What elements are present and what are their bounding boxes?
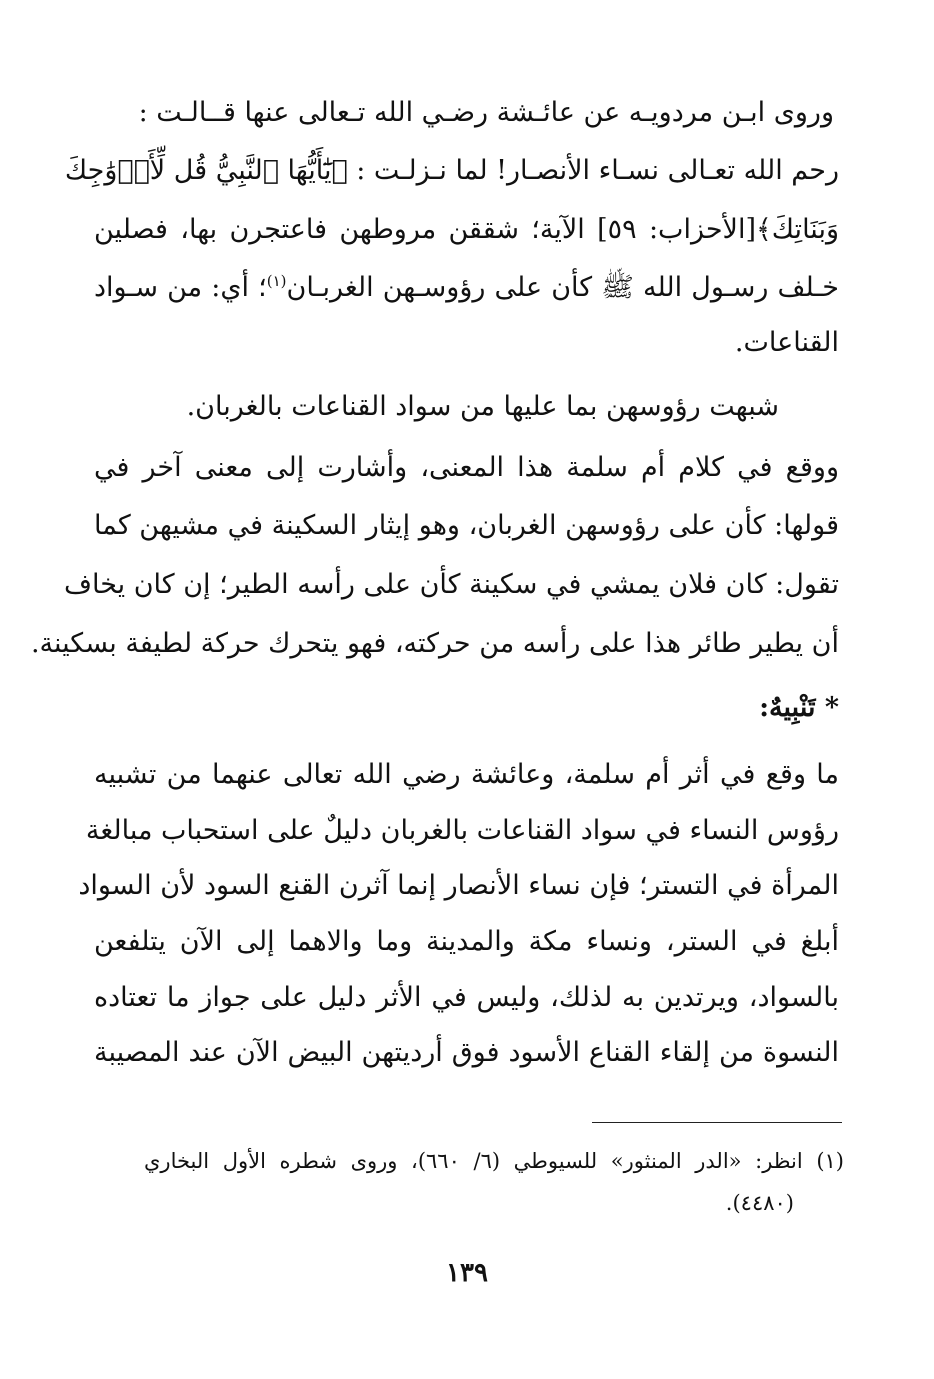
- paragraph3-line3: تقول: كان فلان يمشي في سكينة كأن على رأسه الطير؛ إن كان يخاف: [63, 569, 839, 600]
- paragraph3-line2: قولها: كأن على رؤوسهن الغربان، وهو إيثار السكينة في مشيهن كما: [94, 510, 839, 541]
- paragraph1-line4-text-a: خـلف رسـول الله ﷺ كأن على رؤوسـهن الغربـان: [286, 272, 839, 303]
- footnote-line1: (١) انظر: «الدر المنثور» للسيوطي (٦/ ٦٦٠)، وروى شطره الأول البخاري: [144, 1149, 844, 1173]
- paragraph1-line4-text-b: ؛ أي: من سـواد: [94, 272, 267, 303]
- paragraph1-line4: [94, 268, 839, 308]
- paragraph1-line2: رحم الله تعـالى نسـاء الأنصـار! لما نـزلـت : ﴿يَٰٓأَيُّهَا ٱلنَّبِيُّ قُل لِّأَزۡوَٰجِكَ: [64, 155, 839, 186]
- paragraph4-line2: رؤوس النساء في سواد القناعات بالغربان دليلٌ على استحباب مبالغة: [85, 815, 839, 846]
- paragraph1-line5: القناعات.: [734, 327, 839, 358]
- section-heading: * تَنْبِيهٌ:: [759, 692, 839, 723]
- paragraph1-line3: وَبَنَاتِكَ﴾[الأحزاب: ٥٩] الآية؛ شققن مروطهن فاعتجرن بها، فصلين: [94, 214, 839, 245]
- footnote-line2: (٤٤٨٠).: [725, 1191, 794, 1215]
- paragraph2-line1: شبهت رؤوسهن بما عليها من سواد القناعات بالغربان.: [186, 391, 779, 422]
- paragraph4-line4: أبلغ في الستر، ونساء مكة والمدينة وما والاهما إلى الآن يتلفعن: [94, 926, 839, 957]
- footnote-reference: (١): [266, 272, 287, 290]
- paragraph4-line1: ما وقع في أثر أم سلمة، وعائشة رضي الله تعالى عنهما من تشبيه: [94, 759, 839, 790]
- paragraph1-line1: وروى ابـن مردويـه عن عائـشة رضـي الله تـعالى عنها قــالـت :: [138, 97, 834, 128]
- paragraph3-line4: أن يطير طائر هذا على رأسه من حركته، فهو يتحرك حركة لطيفة بسكينة.: [30, 628, 839, 659]
- paragraph4-line3: المرأة في التستر؛ فإن نساء الأنصار إنما آثرن القنع السود لأن السواد: [78, 870, 839, 901]
- page-number: ١٣٩: [446, 1258, 488, 1288]
- paragraph4-line5: بالسواد، ويرتدين به لذلك، وليس في الأثر دليل على جواز ما تعتاده: [94, 982, 839, 1013]
- paragraph4-line6: النسوة من إلقاء القناع الأسود فوق أرديتهن البيض الآن عند المصيبة: [94, 1037, 839, 1068]
- footnote-separator: [592, 1122, 842, 1123]
- paragraph3-line1: ووقع في كلام أم سلمة هذا المعنى، وأشارت إلى معنى آخر في: [94, 452, 839, 483]
